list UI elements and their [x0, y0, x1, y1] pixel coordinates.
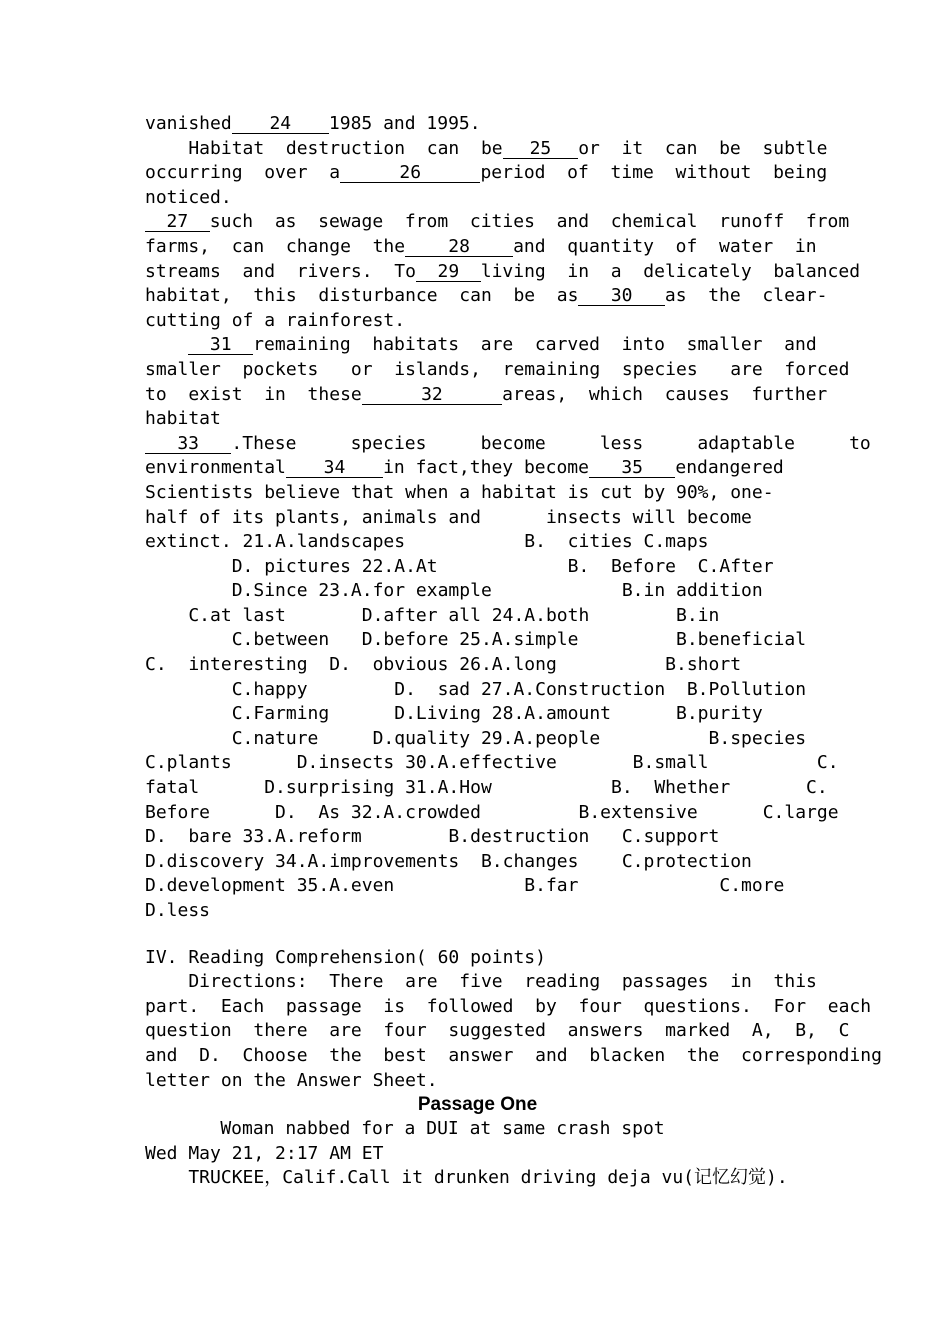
- document-page: [145, 112, 882, 1191]
- text-line: 27 such as sewage from cities and chemical runoff from: [145, 210, 810, 235]
- text-line: vanished 24 1985 and 1995.: [145, 113, 481, 134]
- text-line: part. Each passage is followed by four questions. For each: [145, 995, 872, 1017]
- text-line: D.discovery 34.A.improvements B.changes C.protection: [145, 850, 752, 872]
- passage-title: Passage One: [417, 1094, 538, 1116]
- answer-blank: 28: [405, 238, 513, 257]
- answer-blank: 26: [340, 164, 480, 183]
- text-line: cutting of a rainforest.: [145, 309, 406, 331]
- answer-blank: 27: [145, 213, 210, 232]
- text-line: Directions: There are five reading passages in this: [145, 971, 817, 993]
- text-line: extinct. 21.A.landscapes B. cities C.maps: [145, 531, 709, 553]
- answer-blank: 33: [145, 435, 231, 454]
- text-line: question there are four suggested answers marked A, B, C: [145, 1020, 850, 1042]
- article-dateline: Wed May 21, 2:17 AM ET: [145, 1142, 384, 1164]
- answer-blank: 29: [416, 263, 481, 282]
- answer-blank: 34: [286, 459, 383, 478]
- answer-blank: 35: [589, 459, 675, 478]
- text-line: C.Farming D.Living 28.A.amount B.purity: [145, 703, 763, 725]
- answer-blank: 24: [232, 115, 329, 134]
- text-line: Scientists believe that when a habitat is cut by 90%, one-: [145, 481, 774, 503]
- text-line: half of its plants, animals and insects will become: [145, 506, 752, 528]
- text-line: and D. Choose the best answer and blacken the corresponding: [145, 1044, 882, 1066]
- text-line: habitat: [145, 408, 221, 430]
- text-line: habitat, this disturbance can be as 30 as the clear-: [145, 285, 828, 307]
- text-line: C.nature D.quality 29.A.people B.species: [145, 727, 807, 749]
- text-line: D. pictures 22.A.At B. Before C.After: [145, 555, 774, 577]
- text-line: streams and rivers. To 29 living in a delicately balanced: [145, 260, 861, 282]
- section-heading: IV. Reading Comprehension( 60 points): [145, 946, 546, 968]
- text-line: 31 remaining habitats are carved into smaller and: [145, 333, 810, 358]
- answer-blank: 32: [362, 386, 502, 405]
- text-line: D. bare 33.A.reform B.destruction C.support: [145, 826, 720, 848]
- text-line: C.at last D.after all 24.A.both B.in: [145, 604, 720, 626]
- text-line: smaller pockets or islands, remaining species are forced: [145, 358, 850, 380]
- text-line: fatal D.surprising 31.A.How B. Whether C.: [145, 777, 828, 799]
- text-line: Before D. As 32.A.crowded B.extensive C.large: [145, 801, 839, 823]
- directions-paragraph: [145, 970, 882, 1093]
- text-line: D.less: [145, 900, 211, 921]
- text-line: C.between D.before 25.A.simple B.beneficial: [145, 629, 807, 651]
- text-line: occurring over a 26 period of time without being: [145, 162, 828, 184]
- section-gap: [145, 924, 810, 946]
- text-line: letter on the Answer Sheet.: [145, 1069, 438, 1091]
- text-line: farms, can change the 28 and quantity of water in: [145, 235, 817, 257]
- article-headline: Woman nabbed for a DUI at same crash spot: [220, 1118, 665, 1140]
- answer-blank: 30: [578, 287, 664, 306]
- text-line: D.development 35.A.even B.far C.more: [145, 875, 785, 897]
- text-line: environmental 34 in fact,they become 35 endangered: [145, 457, 784, 479]
- text-line: C.happy D. sad 27.A.Construction B.Pollution: [145, 678, 807, 700]
- text-line: to exist in these 32 areas, which causes further: [145, 383, 828, 405]
- answer-blank: 31: [188, 336, 253, 355]
- article-first-line: TRUCKEE，Calif.Call it drunken driving deja vu(记忆幻觉).: [145, 1167, 788, 1189]
- text-line: Habitat destruction can be 25 or it can be subtle: [145, 137, 828, 159]
- text-line: 33 .These species become less adaptable to: [145, 432, 810, 457]
- cloze-passage: [145, 112, 871, 924]
- text-line: D.Since 23.A.for example B.in addition: [145, 580, 763, 602]
- text-line: C.plants D.insects 30.A.effective B.small C.: [145, 752, 839, 774]
- answer-blank: 25: [503, 140, 579, 159]
- text-line: noticed.: [145, 186, 232, 208]
- text-line: C. interesting D. obvious 26.A.long B.short: [145, 654, 742, 676]
